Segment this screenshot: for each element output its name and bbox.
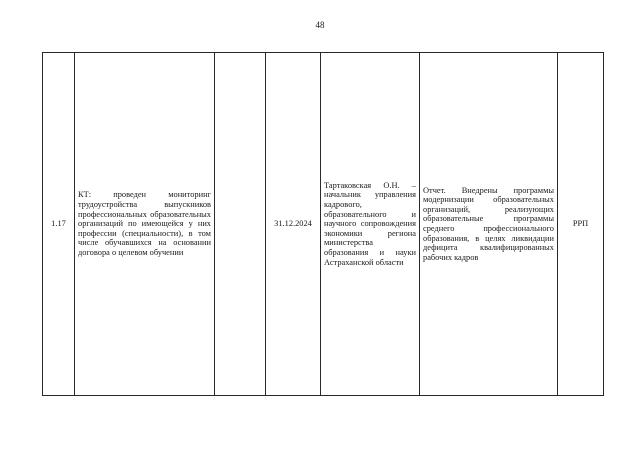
control-point-description bbox=[75, 53, 215, 396]
deadline-date: 31.12.2024 bbox=[266, 53, 321, 396]
empty-cell bbox=[215, 53, 266, 396]
table-row bbox=[43, 53, 604, 396]
document-code: РРП bbox=[558, 53, 604, 396]
document-table bbox=[42, 52, 604, 396]
row-number: 1.17 bbox=[43, 53, 75, 396]
description-text: КТ: проведен мониторинг трудоустройства выпускников профессиональных образовательных организаций по имеющейся у них профессии (специальности), в том числе обучавшихся на основании договора о целевом обучении bbox=[78, 190, 211, 257]
responsible-person: Тартаковская О.Н. – начальник управления кадрового, образовательного и научного сопровождения экономики региона министерства образования и науки Астраханской области bbox=[321, 53, 420, 396]
page-number: 48 bbox=[315, 20, 325, 30]
result-description: Отчет. Внедрены программы модернизации образовательных организаций, реализующих образовательные программы среднего профессионального образования, в целях ликвидации дефицита квалифицированных рабочих кадров bbox=[420, 53, 558, 396]
